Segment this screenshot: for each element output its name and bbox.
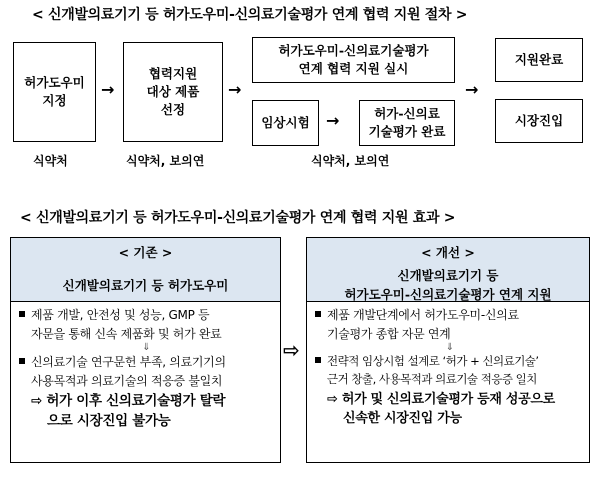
after-result-line-1: ⇨ 허가 및 신의료기술평가 등재 성공으로 xyxy=(327,391,555,407)
before-label: < 기존 > xyxy=(118,245,173,260)
before-heading: 신개발의료기기 등 허가도우미 xyxy=(62,277,229,293)
approval-line-1: 허가-신의료 xyxy=(374,105,440,121)
support-complete-box: 지원완료 xyxy=(495,38,583,82)
before-bullet-1 xyxy=(19,306,274,343)
after-result-line-2: 신속한 시장진입 가능 xyxy=(343,410,462,426)
after-bullet-2-line-2: 근거 창출, 사용목적과 의료기술 적응증 일치 xyxy=(327,372,537,386)
bullet-square-icon xyxy=(19,358,25,364)
before-bullet-2 xyxy=(19,353,274,390)
bullet-square-icon xyxy=(19,311,25,317)
bullet-square-icon xyxy=(315,357,321,363)
after-label: < 개선 > xyxy=(421,245,475,260)
before-bullet-1-line-2: 자문을 통해 신속 제품화 및 허가 완료 xyxy=(31,326,222,341)
after-panel xyxy=(306,237,590,463)
arrow-1: → xyxy=(101,80,115,99)
before-panel-header xyxy=(11,238,280,302)
selection-line-2: 대상 제품 xyxy=(146,83,200,99)
designation-box xyxy=(13,42,96,142)
arrow-3: → xyxy=(326,111,340,130)
after-result xyxy=(315,391,585,429)
after-bullet-1-line-1: 제품 개발단계에서 허가도우미-신의료 xyxy=(327,308,519,322)
effect-title: < 신개발의료기기 등 허가도우미-신의료기술평가 연계 협력 지원 효과 > xyxy=(20,210,456,226)
before-down-arrow-icon: ⇓ xyxy=(142,342,151,354)
after-down-arrow-icon: ⇓ xyxy=(445,342,455,354)
selection-line-3: 선정 xyxy=(160,102,186,118)
after-bullet-1 xyxy=(315,306,585,343)
after-bullet-2 xyxy=(315,353,585,389)
before-result-line-2: 으로 시장진입 불가능 xyxy=(47,412,171,429)
support-line-1: 허가도우미-신의료기술평가 xyxy=(278,42,429,58)
improvement-arrow-icon: ⇨ xyxy=(283,338,300,362)
before-bullet-2-line-1: 신의료기술 연구문헌 부족, 의료기기의 xyxy=(31,355,226,370)
before-result-line-1: ⇨ 허가 이후 신의료기술평가 탈락 xyxy=(31,393,226,410)
approval-line-2: 기술평가 완료 xyxy=(368,124,446,139)
designation-line-1: 허가도우미 xyxy=(24,74,85,90)
selection-line-1: 협력지원 xyxy=(148,65,198,81)
before-result xyxy=(19,392,274,431)
before-bullet-1-line-1: 제품 개발, 안전성 및 성능, GMP 등 xyxy=(31,308,210,322)
market-entry-box: 시장진입 xyxy=(495,99,583,143)
after-panel-header xyxy=(307,238,589,302)
support-box xyxy=(252,37,455,83)
bullet-square-icon xyxy=(315,311,321,317)
selection-box xyxy=(123,42,223,142)
caption-selection: 식약처, 보의연 xyxy=(126,154,205,168)
arrow-2: → xyxy=(228,80,242,99)
after-bullet-1-line-2: 기술평가 종합 자문 연계 xyxy=(327,326,451,341)
before-panel xyxy=(10,237,281,463)
after-heading-line-2: 허가도우미-신의료기술평가 연계 지원 xyxy=(344,286,552,302)
arrow-4: → xyxy=(465,80,479,99)
support-line-2: 연계 협력 지원 실시 xyxy=(298,61,409,76)
after-bullet-2-line-1: 전략적 임상시험 설계로 ‘허가 + 신의료기술’ xyxy=(327,354,539,369)
after-heading-line-1: 신개발의료기기 등 xyxy=(397,267,499,283)
caption-support: 식약처, 보의연 xyxy=(311,154,390,168)
before-bullet-2-line-2: 사용목적과 의료기술의 적응증 불일치 xyxy=(31,373,223,388)
procedure-title: < 신개발의료기기 등 허가도우미-신의료기술평가 연계 협력 지원 절차 > xyxy=(32,7,468,23)
clinical-trial-box: 임상시험 xyxy=(252,100,319,146)
approval-box xyxy=(359,100,455,146)
caption-designation: 식약처 xyxy=(33,154,68,168)
designation-line-2: 지정 xyxy=(42,93,67,108)
